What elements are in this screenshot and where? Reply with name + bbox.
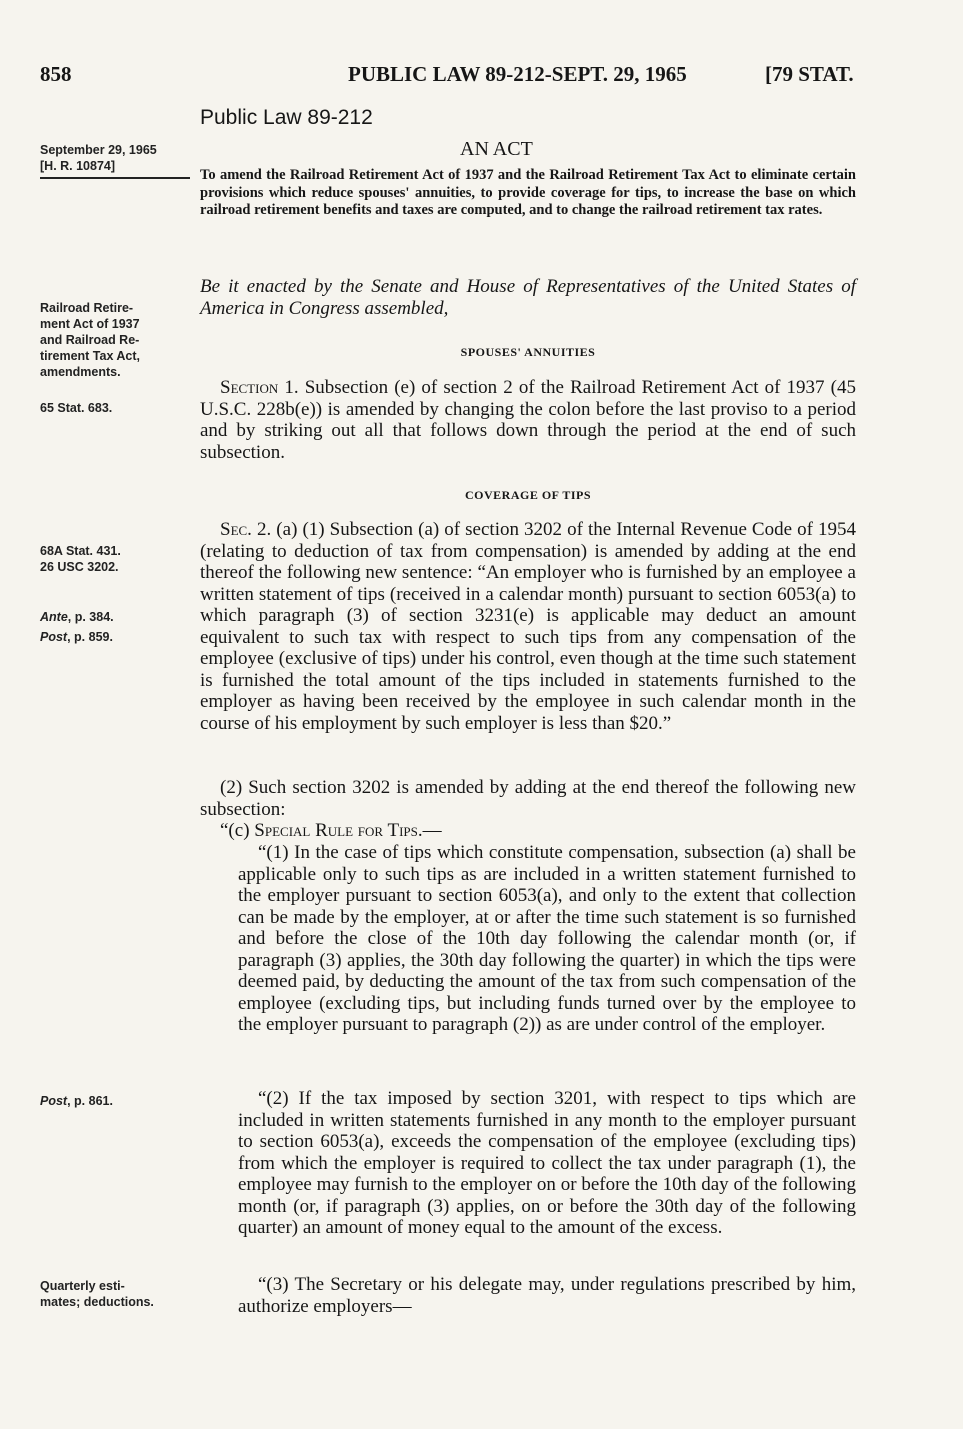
law-identifier: Public Law 89-212 [200, 106, 373, 129]
margin-stat-683: 65 Stat. 683. [40, 401, 113, 415]
margin-post-859-page: , p. 859. [67, 630, 113, 644]
section-2-label: Sec. [220, 519, 252, 540]
act-heading: AN ACT [460, 138, 533, 160]
margin-usc-3202: 26 USC 3202. [40, 560, 119, 574]
paragraph-c1: “(1) In the case of tips which constitute compensation, subsection (a) shall be applicable only to such tips as are included in a written statement furnished to the employer pursuant to section 6053(a), and only to the extent that collection can be made by the employer, at or after the time such statement is so furnished and before the close of the 10th day following the calendar month (or, if paragraph (3) applies, the 30th day following the quarter) in which the tips were deemed paid, by deducting the amount of the tax from such compensation of the employee (excluding tips, but including funds turned over by the employee to the employer pursuant to paragraph (2)) as are under control of the employer. [238, 842, 856, 1035]
paragraph-c3: “(3) The Secretary or his delegate may, under regulations prescribed by him, authorize employers— [238, 1274, 856, 1317]
margin-ante-word: Ante [40, 610, 68, 624]
margin-ante-page: , p. 384. [67, 610, 114, 624]
margin-subject-line-4: tirement Tax Act, [40, 349, 141, 363]
margin-quarterly-line-1: Quarterly esti- [40, 1279, 125, 1293]
subsection-c-open: “(c) [220, 820, 255, 841]
act-purpose: To amend the Railroad Retirement Act of 1937 and the Railroad Retirement Tax Act to eliminate certain provisions which reduce spouses' annuities, to provide coverage for tips, to increase the base on which railroad retirement benefits and taxes are computed, and to change the railroad retirement tax rates. [200, 167, 856, 219]
section-2-a1 [200, 519, 856, 734]
subsection-c-dash: — [422, 820, 442, 841]
margin-subject-line-3: and Railroad Re- [40, 333, 140, 347]
section-2-a2: (2) Such section 3202 is amended by adding at the end thereof the following new subsection: [200, 777, 856, 820]
section-1-text: Subsection (e) of section 2 of the Railroad Retirement Act of 1937 (45 U.S.C. 228b(e)) is amended by changing the colon before the last proviso to a period and by striking out all that follows down through the period at the end of such subsection. [200, 377, 856, 463]
margin-ante [40, 609, 114, 625]
section-1-label: Section 1. [220, 377, 299, 398]
volume-reference: [79 STAT. [765, 62, 854, 86]
section-2-a1-text: 2. (a) (1) Subsection (a) of section 3202 of the Internal Revenue Code of 1954 (relating to deduction of tax from compensation) is amended by adding at the end thereof the following new sentence: “An employer who is furnished by an employee a written statement of tips (received in a calendar month) pursuant to section 6053(a) to which paragraph (3) of section 3231(e) is applicable may deduct an amount equivalent to such tax with respect to such tips from any compensation of the employee (exclusive of tips) under his control, even though at the time such statement is furnished the total amount of the tips included in statements furnished to the employer as having been received by the employee in such calendar month in the course of his employment by such employer is less than $20.” [200, 519, 856, 734]
margin-post-859 [40, 629, 113, 645]
margin-bill-number: [H. R. 10874] [40, 159, 116, 173]
heading-coverage-of-tips: COVERAGE OF TIPS [464, 488, 592, 502]
enacting-clause: Be it enacted by the Senate and House of Representatives of the United States of America in Congress assembled, [200, 276, 856, 319]
margin-post-861 [40, 1093, 113, 1109]
page-number: 858 [40, 62, 72, 86]
margin-subject-line-1: Railroad Retire- [40, 301, 134, 315]
section-1 [200, 377, 856, 463]
margin-subject-line-5: amendments. [40, 365, 121, 379]
margin-post-861-page: , p. 861. [67, 1094, 113, 1108]
subsection-c-heading [200, 820, 856, 842]
running-title: PUBLIC LAW 89-212-SEPT. 29, 1965 [348, 62, 687, 86]
paragraph-c2: “(2) If the tax imposed by section 3201, with respect to tips which are included in written statements furnished in any month to the employer pursuant to section 6053(a), exceeds the compensation of the employee (excluding tips) from which the employer is required to collect the tax under paragraph (1), the employee may furnish to the employer on or before the 10th day of the following month (or, if paragraph (3) applies, on or before the 30th day of the following quarter) an amount of money equal to the amount of the excess. [238, 1088, 856, 1238]
margin-rule [40, 177, 190, 179]
margin-stat-431: 68A Stat. 431. [40, 544, 121, 558]
margin-subject-line-2: ment Act of 1937 [40, 317, 140, 331]
margin-date: September 29, 1965 [40, 143, 157, 157]
margin-post-859-word: Post [40, 630, 68, 644]
margin-quarterly-line-2: mates; deductions. [40, 1295, 154, 1309]
subsection-c-title: Special Rule for Tips. [254, 820, 423, 841]
heading-spouses-annuities: SPOUSES' ANNUITIES [460, 345, 596, 359]
margin-post-861-word: Post [40, 1094, 68, 1108]
